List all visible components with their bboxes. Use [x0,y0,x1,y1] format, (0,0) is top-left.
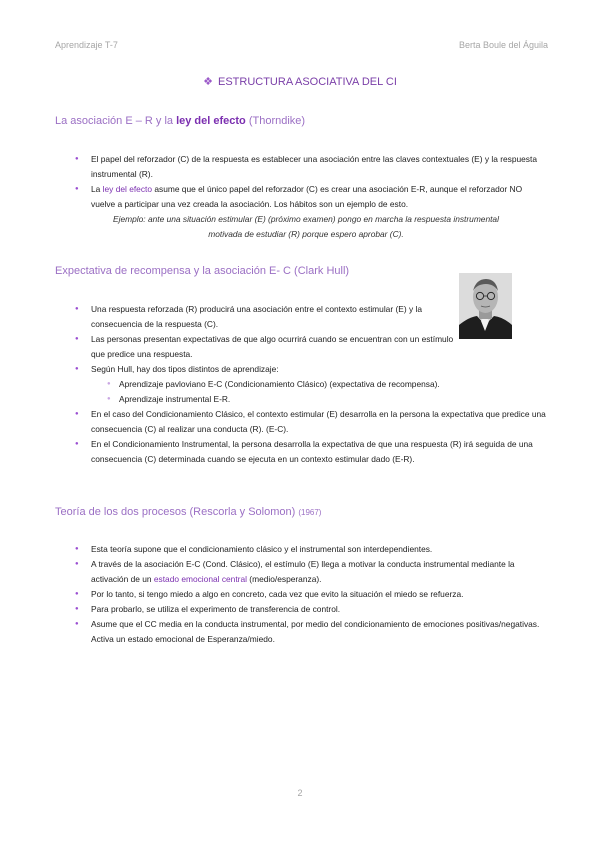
list-item [73,152,548,182]
sub-bullet-text: Aprendizaje instrumental E-R. [119,394,231,404]
page-number: 2 [297,788,303,798]
page-title-text: ESTRUCTURA ASOCIATIVA DEL CI [217,76,397,88]
list-item [73,407,548,437]
bullet-text: Según Hull, hay dos tipos distintos de aprendizaje: [91,364,279,374]
sub-list-item [73,377,548,392]
heading-thorndike-post: (Thorndike) [245,115,306,127]
list-item [73,602,548,617]
heading-thorndike-pre: La asociación E – R y la [55,115,177,127]
thorndike-list [73,152,548,212]
sub-list-item [73,392,548,407]
diamond-bullet-icon: ❖ [203,76,213,88]
hull-list [73,302,548,467]
heading-dos-procesos-text: Teoría de los dos procesos (Rescorla y Solomon) [55,506,296,518]
bullet-text: En el caso del Condicionamiento Clásico, el contexto estimular (E) desarrolla en la persona la expectativa que predice una consecuencia (C) al realizar una conducta (R). (E-C). [91,409,546,434]
sub-bullet-text: Aprendizaje pavloviano E-C (Condicionamiento Clásico) (expectativa de recompensa). [119,379,440,389]
dos-procesos-list [73,542,548,647]
bullet-text: Por lo tanto, si tengo miedo a algo en concreto, cada vez que evito la situación el miedo se refuerza. [91,589,464,599]
header-course: Aprendizaje T-7 [55,40,118,50]
bullet-text-post: (medio/esperanza). [246,574,322,584]
bullet-text: Las personas presentan expectativas de que algo ocurrirá cuando se encuentran con un estímulo que predice una respuesta. [91,334,454,359]
bullet-text: En el Condicionamiento Instrumental, la persona desarrolla la expectativa de que una respuesta (R) irá seguida de una consecuencia (C) determinada cuando se ejecuta en un contexto estimular dado (E-R). [91,439,533,464]
bullet-text: Esta teoría supone que el condicionamiento clásico y el instrumental son interdependientes. [91,544,433,554]
list-item [73,542,548,557]
bullet-text: Asume que el CC media en la conducta instrumental, por medio del condicionamiento de emociones positivas/negativas. Activa un estado emocional de Esperanza/miedo. [91,619,540,644]
header-author: Berta Boule del Águila [458,40,548,50]
list-item [73,182,548,212]
list-item [73,437,548,467]
page-title [0,75,600,88]
ley-del-efecto-highlight: ley del efecto [102,184,153,194]
section-heading-dos-procesos [55,506,321,518]
section-heading-thorndike [55,115,305,127]
bullet-text-pre: A través de la asociación E-C (Cond. Clásico), el estímulo (E) llega a motivar la conducta instrumental mediante la activación de un [91,559,515,584]
bullet-text: Para probarlo, se utiliza el experimento de transferencia de control. [91,604,341,614]
bullet-text-post: asume que el único papel del reforzador (C) es crear una asociación E-R, aunque el reforzador NO vuelve a participar una vez creada la asociación. Los hábitos son un ejemplo de esto. [91,184,523,209]
bullet-text-pre: La [91,184,103,194]
heading-year: (1967) [298,508,322,517]
list-item [73,617,548,647]
list-item [73,362,548,377]
list-item [73,557,548,587]
estado-emocional-highlight: estado emocional central [153,574,247,584]
example-text: Ejemplo: ante una situación estimular (E) (próximo examen) pongo en marcha la respuesta instrumental motivada de estudiar (R) porque espero aprobar (C). [113,214,499,239]
list-item [73,332,456,362]
heading-ley-del-efecto: ley del efecto [176,115,246,127]
section-heading-hull: Expectativa de recompensa y la asociación E- C (Clark Hull) [55,265,350,277]
bullet-text: Una respuesta reforzada (R) producirá una asociación entre el contexto estimular (E) y la consecuencia de la respuesta (C). [91,304,422,329]
bullet-text: El papel del reforzador (C) de la respuesta es establecer una asociación entre las claves contextuales (E) y la respuesta instrumental (R). [91,154,537,179]
list-item [73,587,548,602]
list-item [73,302,426,332]
